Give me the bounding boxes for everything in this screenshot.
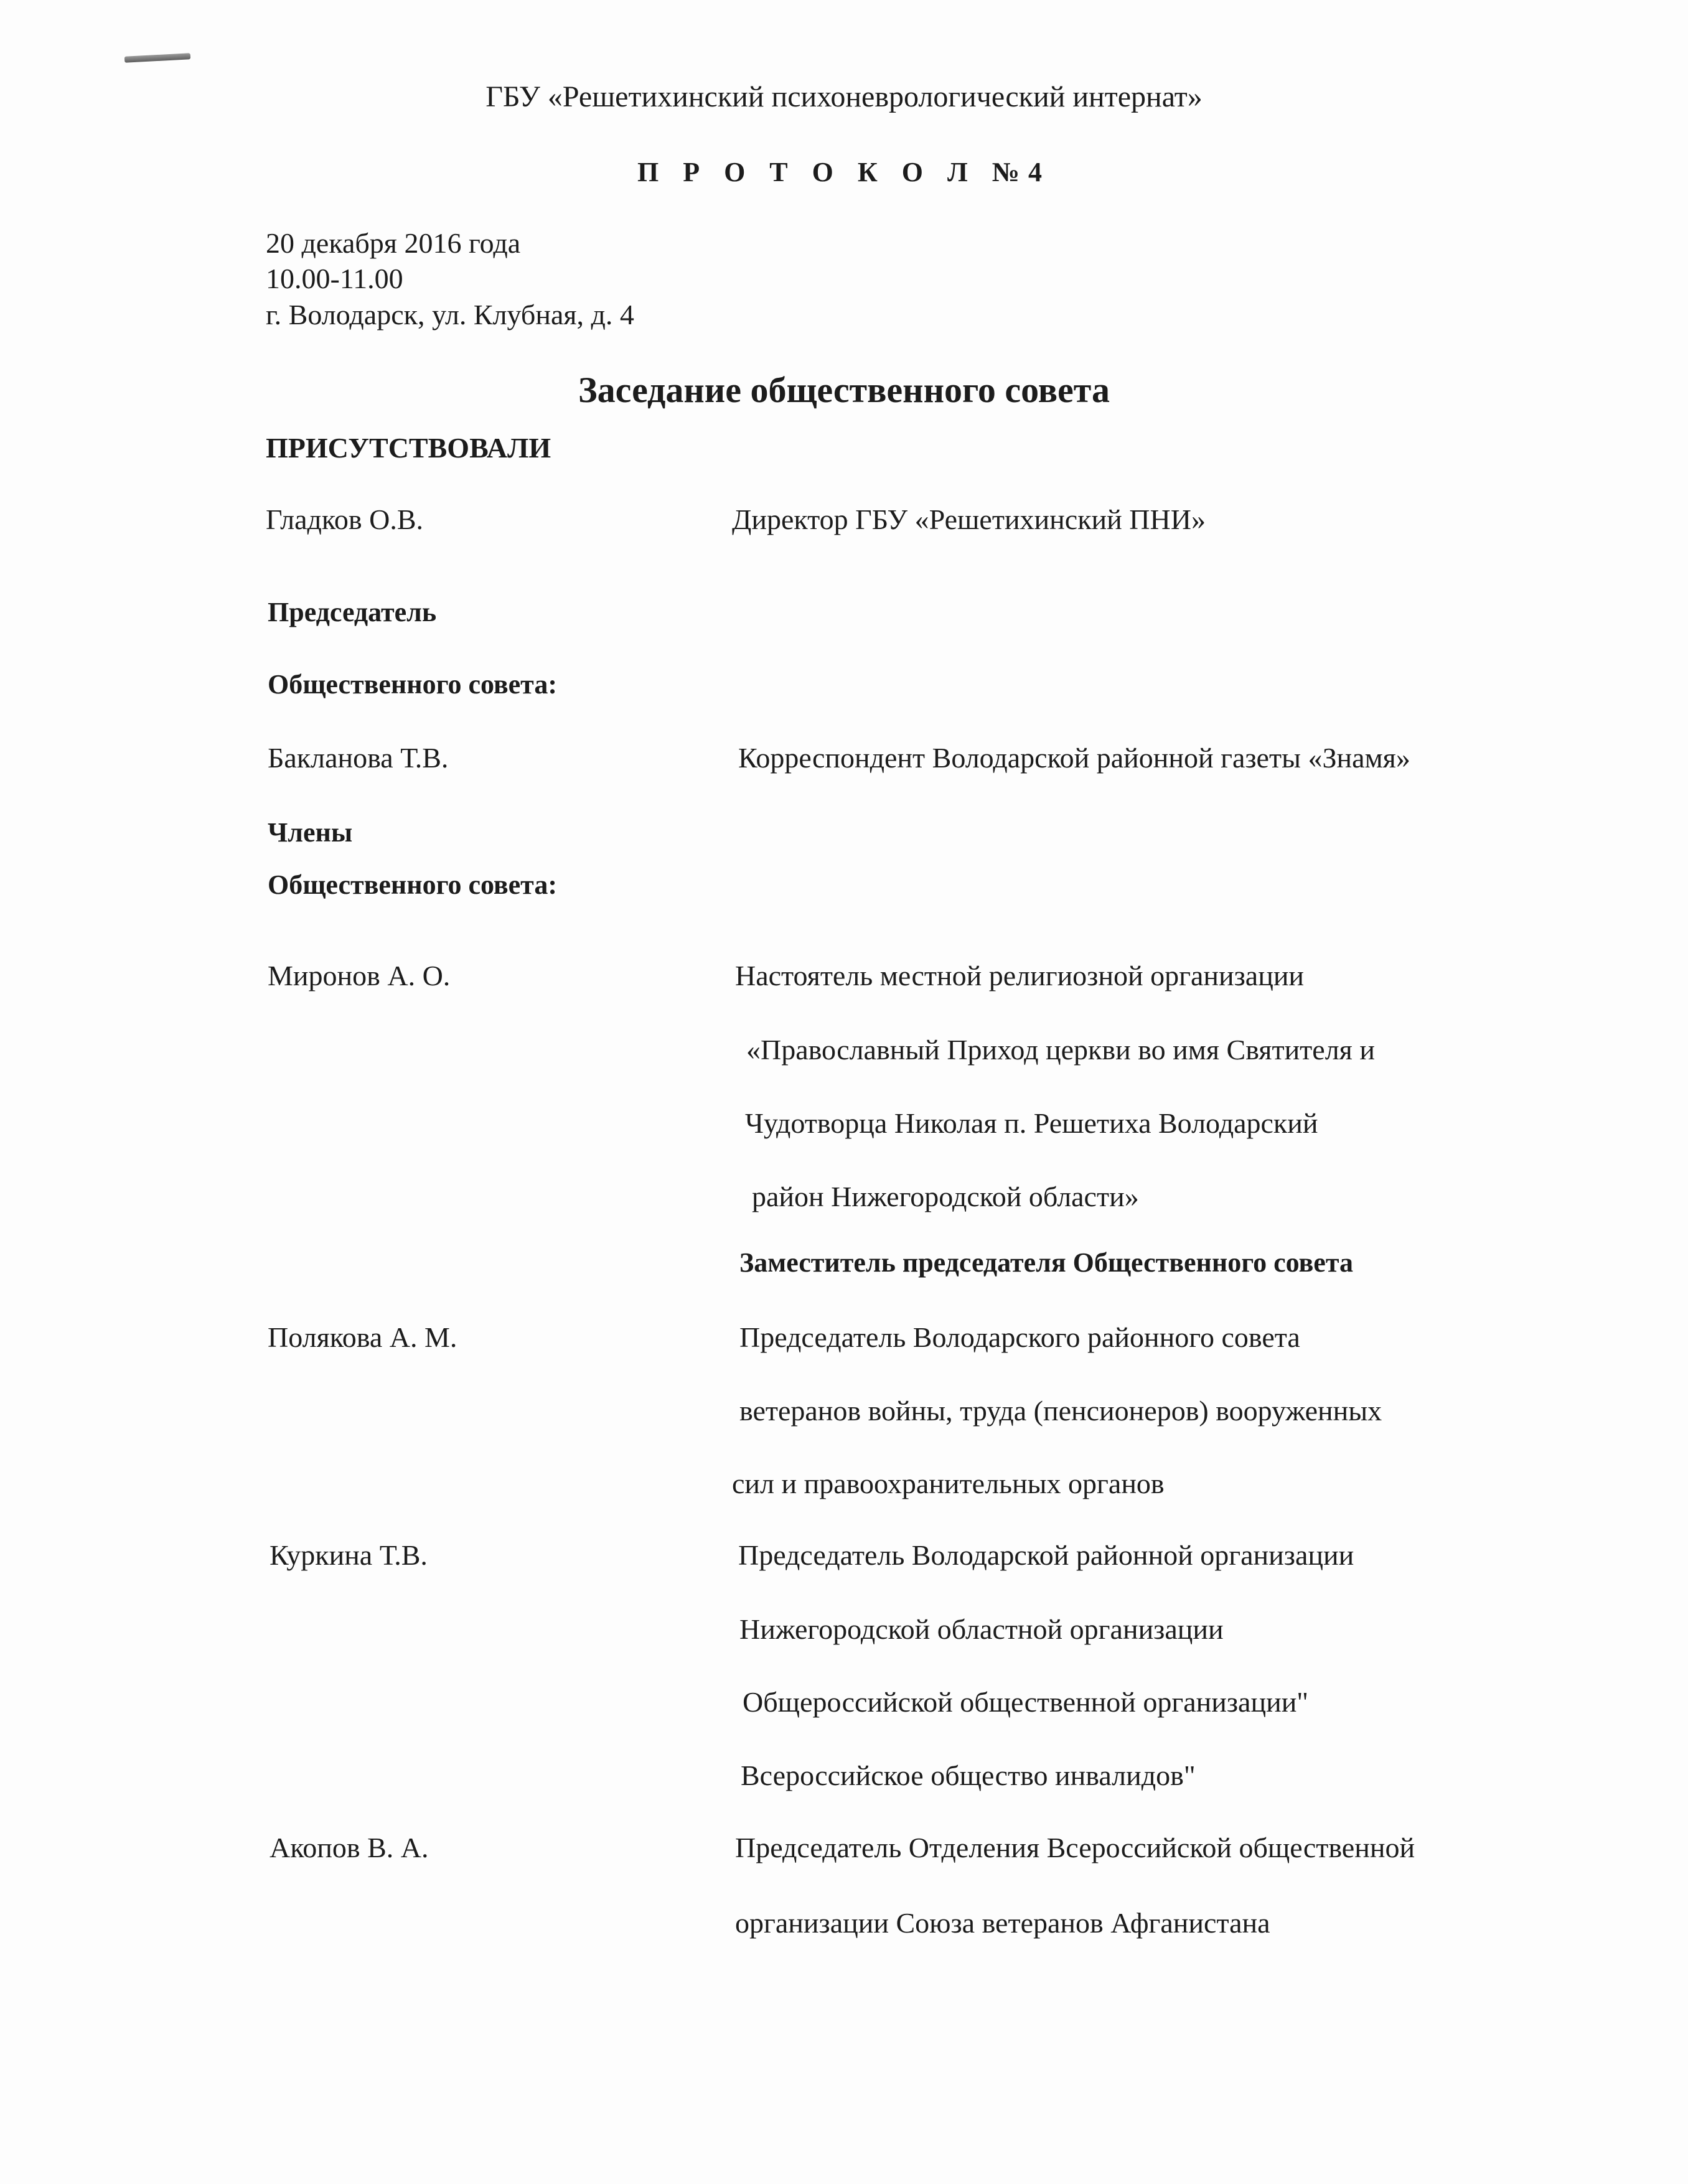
staple-mark — [124, 53, 190, 63]
meeting-date: 20 декабря 2016 года — [266, 227, 521, 259]
protocol-title: П Р О Т О К О Л №4 — [637, 157, 1051, 187]
member-position-line: сил и правоохранительных органов — [732, 1468, 1165, 1499]
attended-label: ПРИСУТСТВОВАЛИ — [266, 432, 551, 464]
member-name: Акопов В. А. — [270, 1832, 429, 1863]
director-position: Директор ГБУ «Решетихинский ПНИ» — [732, 504, 1206, 535]
member-position-line: Настоятель местной религиозной организации — [735, 960, 1305, 991]
institution-title: ГБУ «Решетихинский психоневрологический интернат» — [485, 80, 1203, 113]
meeting-time: 10.00-11.00 — [266, 263, 403, 294]
chair-label-line2: Общественного совета: — [268, 669, 557, 700]
member-position-line: Всероссийское общество инвалидов" — [741, 1760, 1196, 1791]
members-label-line1: Члены — [268, 817, 353, 848]
member-role: Заместитель председателя Общественного совета — [739, 1247, 1353, 1278]
member-position-line: ветеранов войны, труда (пенсионеров) вооруженных — [739, 1395, 1382, 1427]
member-position-line: организации Союза ветеранов Афганистана — [735, 1907, 1270, 1939]
member-position-line: Председатель Володарской районной организации — [738, 1539, 1354, 1571]
chair-label-line1: Председатель — [268, 597, 437, 627]
chair-position: Корреспондент Володарской районной газеты «Знамя» — [738, 742, 1410, 774]
chair-name: Бакланова Т.В. — [268, 742, 449, 774]
member-name: Полякова А. М. — [268, 1321, 457, 1353]
member-position-line: Председатель Отделения Всероссийской общественной — [735, 1832, 1415, 1863]
members-label-line2: Общественного совета: — [268, 869, 557, 900]
member-position-line: Председатель Володарского районного совета — [739, 1321, 1300, 1353]
member-position-line: Нижегородской областной организации — [739, 1613, 1224, 1645]
meeting-address: г. Володарск, ул. Клубная, д. 4 — [266, 299, 634, 330]
member-position-line: Чудотворца Николая п. Решетиха Володарский — [745, 1107, 1318, 1139]
member-name: Куркина Т.В. — [270, 1539, 428, 1571]
director-name: Гладков О.В. — [266, 504, 424, 535]
member-position-line: район Нижегородской области» — [752, 1181, 1139, 1212]
member-name: Миронов А. О. — [268, 960, 451, 991]
member-position-line: Общероссийской общественной организации" — [743, 1686, 1309, 1718]
member-position-line: «Православный Приход церкви во имя Святителя и — [746, 1034, 1375, 1066]
meeting-heading: Заседание общественного совета — [578, 370, 1110, 410]
